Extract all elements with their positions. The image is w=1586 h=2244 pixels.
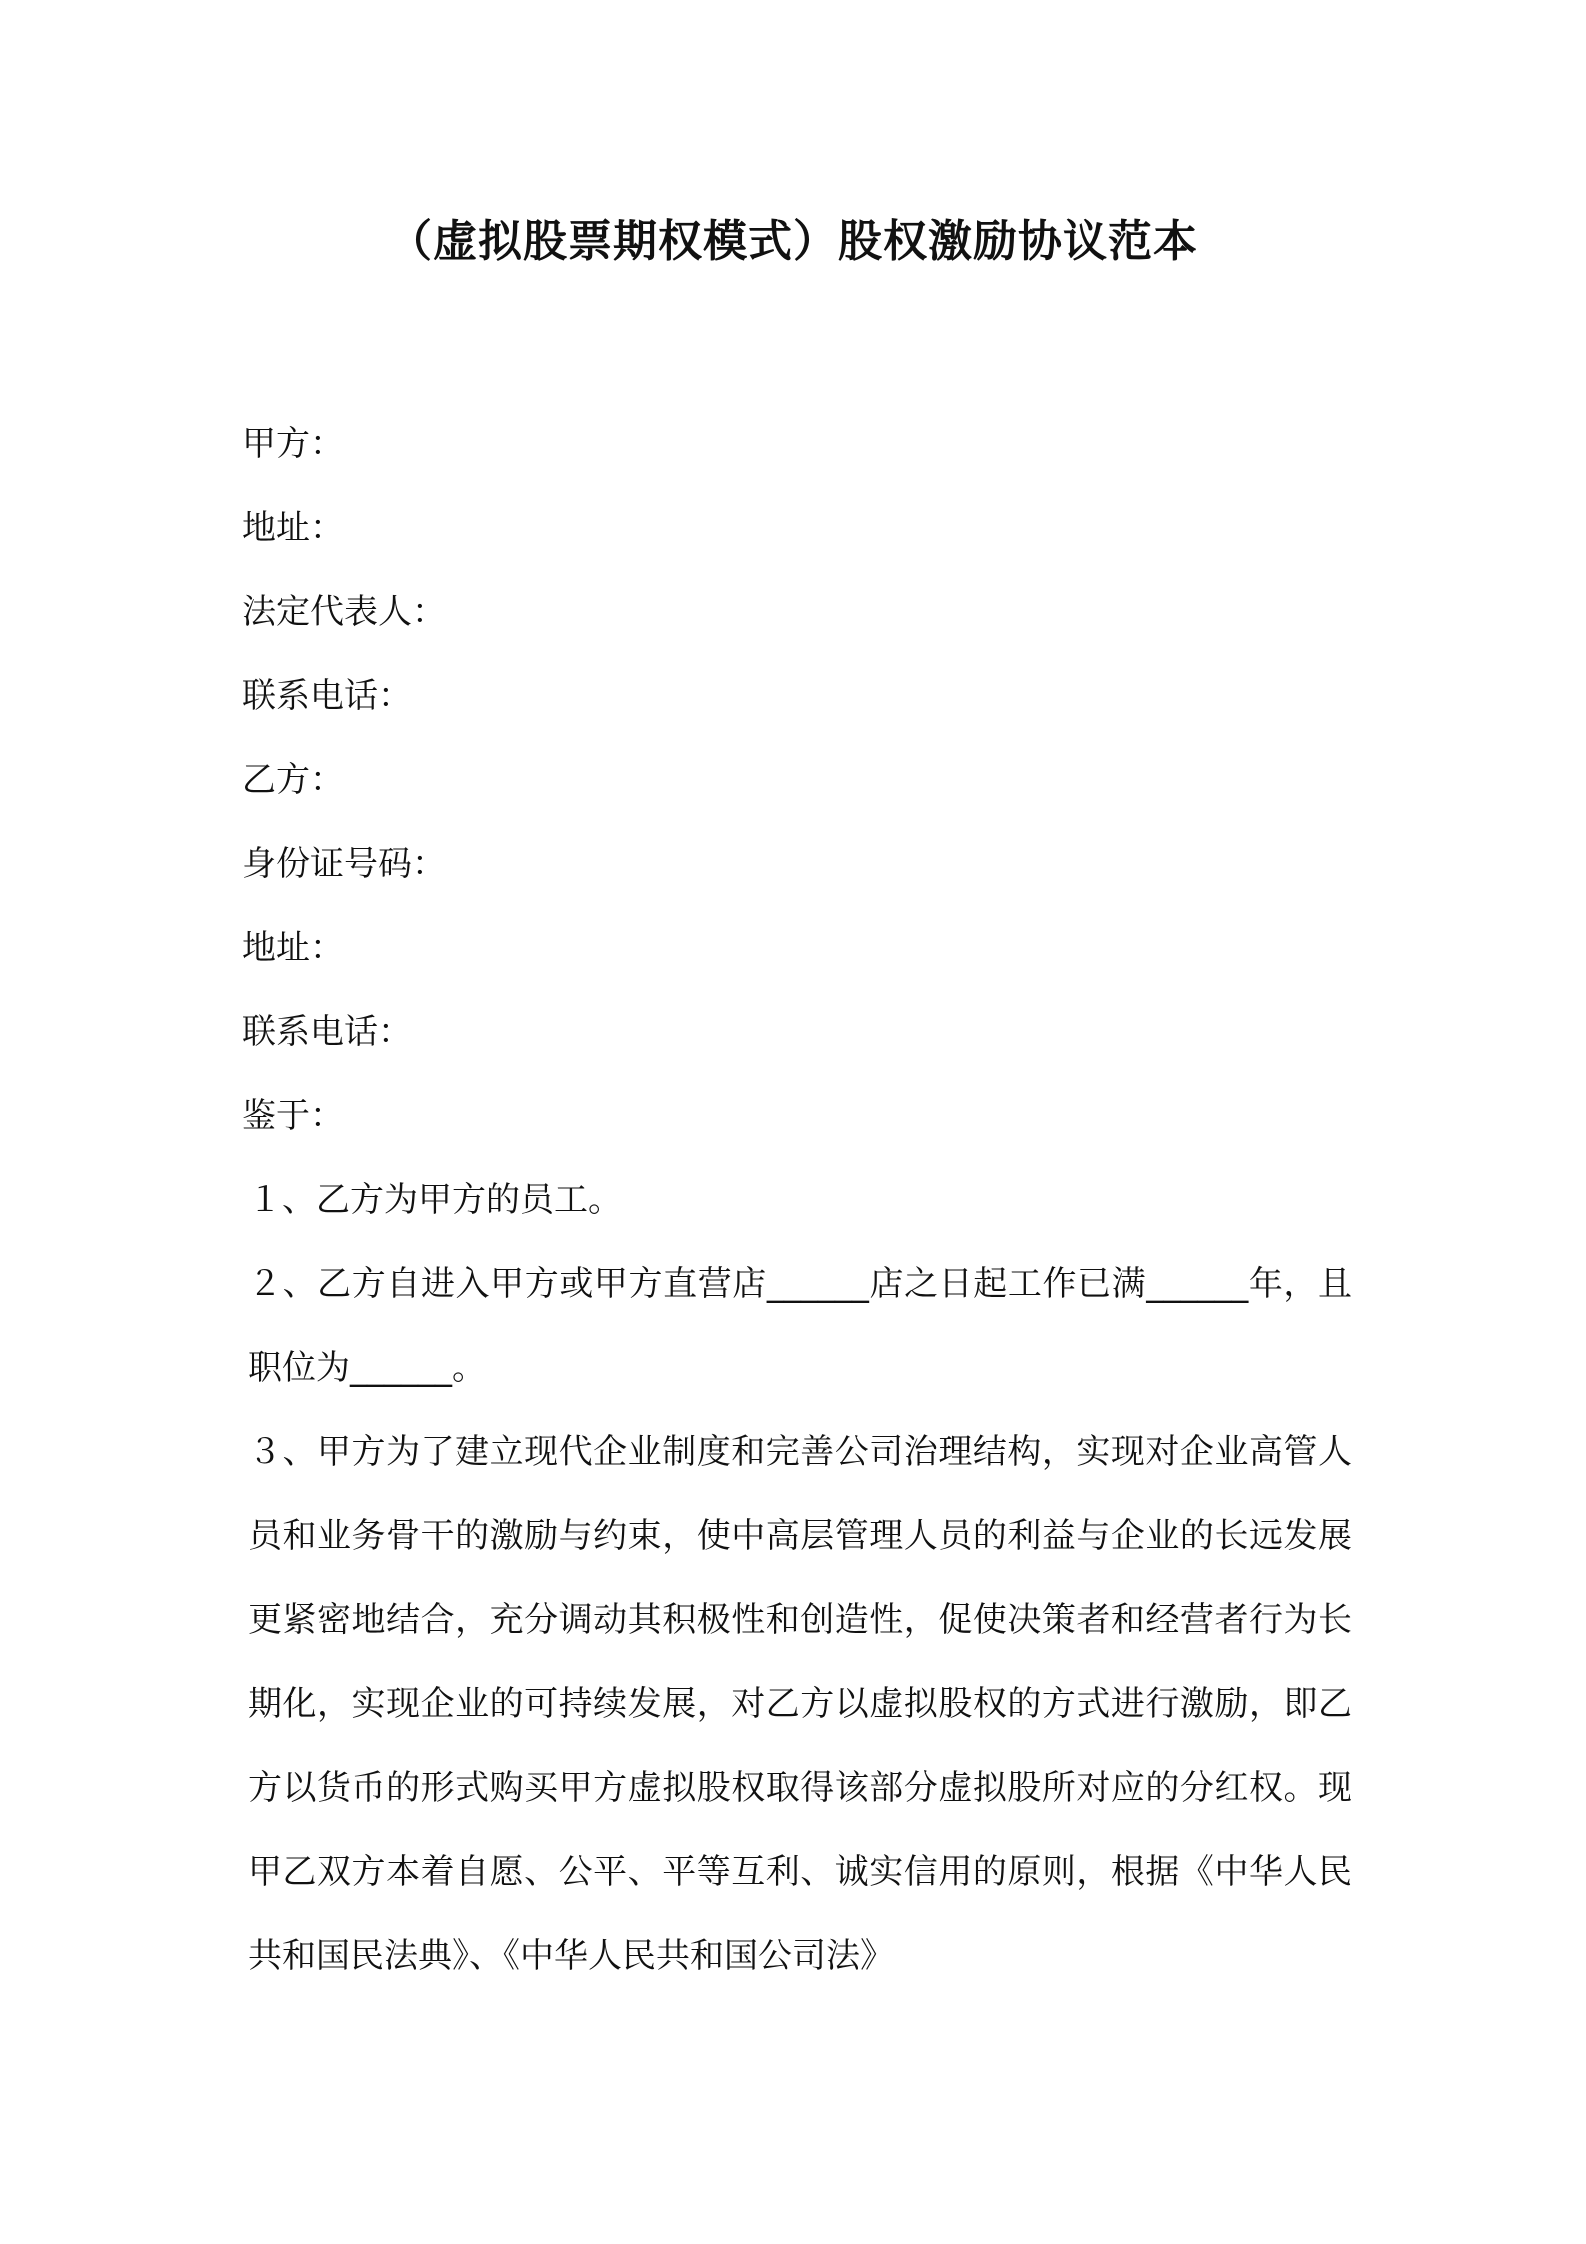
party-a-legal-rep-label: 法定代表人：	[242, 592, 446, 632]
whereas-label: 鉴于：	[242, 1096, 344, 1136]
party-b-address-label: 地址：	[242, 928, 344, 968]
clause-2: ２、乙方自进入甲方或甲方直营店______店之日起工作已满______年，且职位为______。	[248, 1264, 1352, 1388]
document-title: （虚拟股票期权模式）股权激励协议范本	[388, 216, 1198, 267]
party-b-label: 乙方：	[242, 760, 344, 800]
clause-1: １、乙方为甲方的员工。	[248, 1180, 622, 1220]
party-a-phone-label: 联系电话：	[242, 676, 412, 716]
document-body	[242, 402, 1352, 1998]
clause-3: ３、甲方为了建立现代企业制度和完善公司治理结构，实现对企业高管人员和业务骨干的激励与约束，使中高层管理人员的利益与企业的长远发展更紧密地结合，充分调动其积极性和创造性，促使决策者和经营者行为长期化，实现企业的可持续发展，对乙方以虚拟股权的方式进行激励，即乙方以货币的形式购买甲方虚拟股权取得该部分虚拟股所对应的分红权。现甲乙双方本着自愿、公平、平等互利、诚实信用的原则，根据《中华人民共和国民法典》、《中华人民共和国公司法》	[248, 1432, 1352, 1976]
party-b-phone-label: 联系电话：	[242, 1012, 412, 1052]
party-a-address-label: 地址：	[242, 508, 344, 548]
party-a-label: 甲方：	[242, 424, 344, 464]
party-b-id-label: 身份证号码：	[242, 844, 446, 884]
